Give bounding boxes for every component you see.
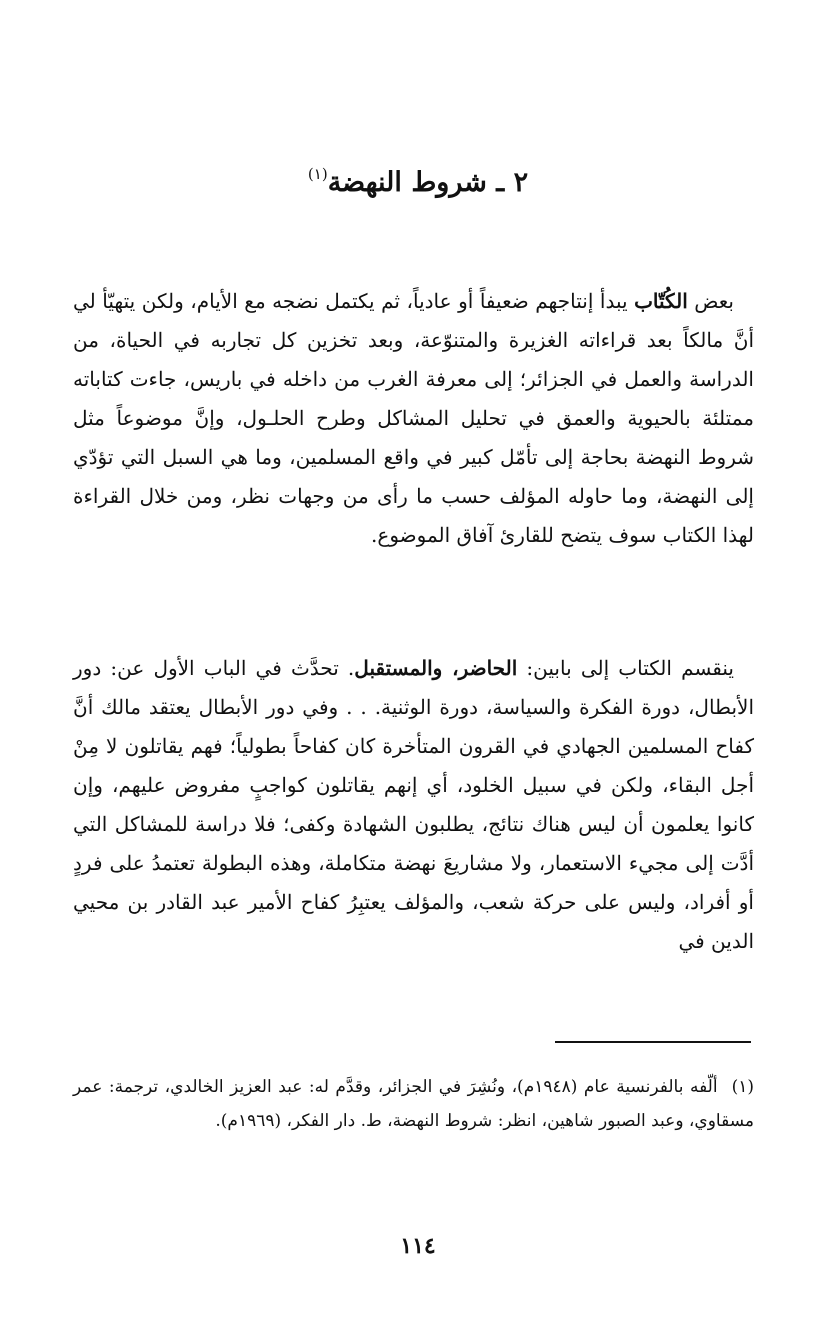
footnote	[73, 1070, 754, 1138]
chapter-title-text: ٢ ـ شروط النهضة	[327, 167, 529, 198]
paragraph-emphasis: الحاضر، والمستقبل	[354, 656, 518, 680]
page-number: ١١٤	[400, 1233, 436, 1259]
paragraph-structure	[73, 649, 754, 961]
paragraph-rest: . تحدَّث في الباب الأول عن: دور الأبطال، دورة الفكرة والسياسة، دورة الوثنية. . . وفي دور الأبطال يعتقد مالك أنَّ كفاح المسلمين الجهادي في القرون المتأخرة كان كفاحاً بطولياً؛ فهم يقاتلون لا مِنْ أجل البقاء، ولكن في سبيل الخلود، أي إنهم يقاتلون كواجبٍ مفروض عليهم، وإن كانوا يعلمون أن ليس هناك نتائج، يطلبون الشهادة وكفى؛ فلا دراسة للمشاكل التي أدَّت إلى مجيء الاستعمار، ولا مشاريعَ نهضة متكاملة، وهذه البطولة تعتمدُ على فردٍ أو أفراد، وليس على حركة شعب، والمؤلف يعتبِرُ كفاح الأمير عبد القادر بن محيي الدين في	[73, 656, 754, 953]
paragraph-text	[73, 649, 754, 961]
paragraph-emphasis: الكُتّاب	[634, 289, 688, 313]
footnote-marker: (١)	[307, 165, 328, 183]
paragraph-lead: ينقسم الكتاب إلى بابين:	[517, 656, 734, 680]
paragraph-text	[73, 282, 754, 555]
footnote-text: ألّفه بالفرنسية عام (١٩٤٨م)، ونُشِرَ في الجزائر، وقدَّم له: عبد العزيز الخالدي، ترجمة: عمر مسقاوي، وعبد الصبور شاهين، انظر: شروط النهضة، ط. دار الفكر، (١٩٦٩م).	[73, 1077, 754, 1131]
footnote-divider	[555, 1041, 751, 1043]
footnote-number: (١)	[731, 1077, 755, 1097]
paragraph-rest: يبدأ إنتاجهم ضعيفاً أو عادياً، ثم يكتمل نضجه مع الأيام، ولكن يتهيّأ لي أنَّ مالكاً بعد قراءاته الغزيرة والمتنوّعة، وبعد تخزين كل تجاربه في الحياة، من الدراسة والعمل في الجزائر؛ إلى معرفة الغرب من داخله في باريس، جاءت كتاباته ممتلئة بالحيوية والعمق في تحليل المشاكل وطرح الحلـول، وإنَّ موضوعاً مثل شروط النهضة بحاجة إلى تأمّل كبير في واقع المسلمين، وما هي السبل التي تؤدّي إلى النهضة، وما حاوله المؤلف حسب ما رأى من وجهات نظر، ومن خلال القراءة لهذا الكتاب سوف يتضح للقارئ آفاق الموضوع.	[73, 289, 754, 547]
chapter-title	[0, 165, 836, 198]
paragraph-lead: بعض	[687, 289, 734, 313]
paragraph-intro	[73, 282, 754, 555]
